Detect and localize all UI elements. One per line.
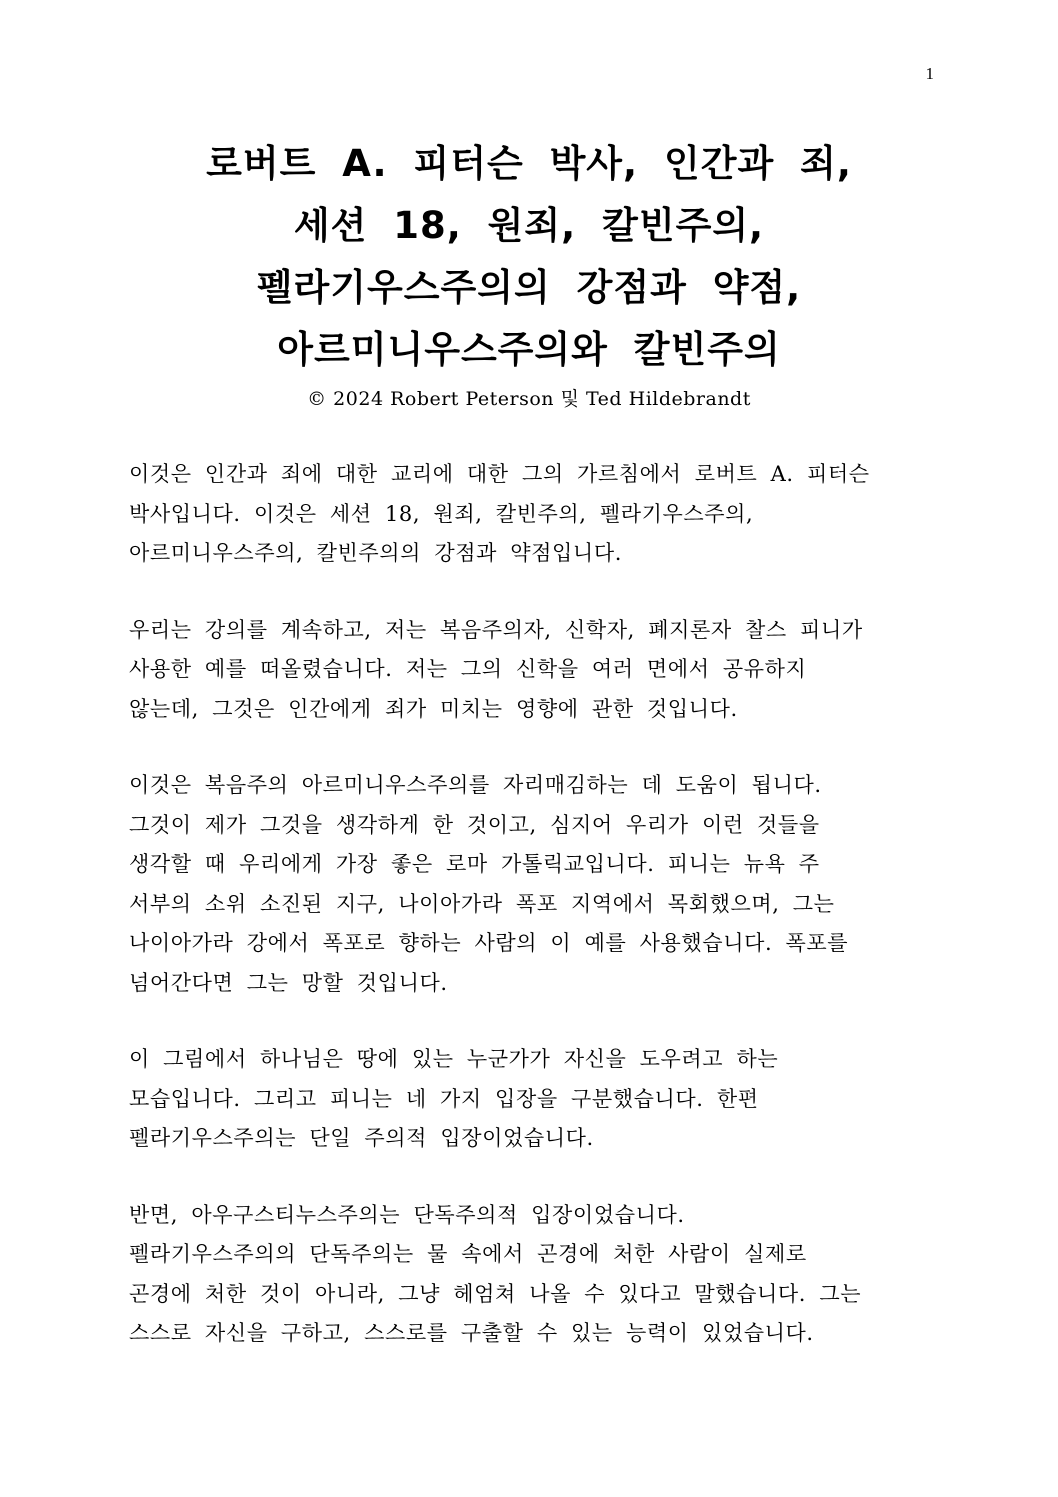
paragraph-line: 이 그림에서 하나님은 땅에 있는 누군가가 자신을 도우려고 하는 — [129, 1047, 779, 1071]
page-number: 1 — [925, 64, 934, 83]
paragraph-4 — [129, 1040, 939, 1159]
paragraph-line: 서부의 소위 소진된 지구, 나이아가라 폭포 지역에서 목회했으며, 그는 — [129, 891, 835, 916]
paragraph-line: 곤경에 처한 것이 아니라, 그냥 헤엄쳐 나올 수 있다고 말했습니다. 그는 — [129, 1281, 862, 1306]
paragraph-line: 스스로 자신을 구하고, 스스로를 구출할 수 있는 능력이 있었습니다. — [129, 1321, 814, 1345]
copyright-notice: © 2024 Robert Peterson 및 Ted Hildebrandt — [307, 388, 751, 410]
title-line-1: 로버트 A. 피터슨 박사, 인간과 죄, — [206, 142, 852, 185]
title-line-3: 펠라기우스주의의 강점과 약점, — [256, 266, 802, 309]
paragraph-line: 생각할 때 우리에게 가장 좋은 로마 가톨릭교입니다. 피니는 뉴욕 주 — [129, 852, 820, 876]
paragraph-1 — [129, 455, 939, 574]
paragraph-line: 넘어간다면 그는 망할 것입니다. — [129, 970, 448, 995]
paragraph-5 — [129, 1196, 939, 1354]
document-header — [0, 133, 1058, 413]
paragraph-line: 펠라기우스주의는 단일 주의적 입장이었습니다. — [129, 1126, 594, 1150]
title-line-4: 아르미니우스주의와 칼빈주의 — [277, 328, 781, 371]
paragraph-line: 펠라기우스주의의 단독주의는 물 속에서 곤경에 처한 사람이 실제로 — [129, 1242, 807, 1266]
paragraph-2 — [129, 611, 939, 730]
paragraph-line: 않는데, 그것은 인간에게 죄가 미치는 영향에 관한 것입니다. — [129, 696, 738, 721]
paragraph-line: 반면, 아우구스티누스주의는 단독주의적 입장이었습니다. — [129, 1202, 685, 1227]
paragraph-line: 사용한 예를 떠올렸습니다. 저는 그의 신학을 여러 면에서 공유하지 — [129, 657, 807, 681]
title-line-2: 세션 18, 원죄, 칼빈주의, — [293, 204, 765, 247]
paragraph-line: 아르미니우스주의, 칼빈주의의 강점과 약점입니다. — [129, 541, 622, 565]
paragraph-line: 이것은 인간과 죄에 대한 교리에 대한 그의 가르침에서 로버트 A. 피터슨 — [129, 462, 870, 486]
paragraph-3 — [129, 766, 939, 1003]
paragraph-line: 그것이 제가 그것을 생각하게 한 것이고, 심지어 우리가 이런 것들을 — [129, 812, 820, 837]
paragraph-line: 나이아가라 강에서 폭포로 향하는 사람의 이 예를 사용했습니다. 폭포를 — [129, 931, 849, 955]
paragraph-line: 우리는 강의를 계속하고, 저는 복음주의자, 신학자, 폐지론자 찰스 피니가 — [129, 617, 863, 642]
paragraph-line: 모습입니다. 그리고 피니는 네 가지 입장을 구분했습니다. 한편 — [129, 1086, 759, 1111]
document-body — [129, 455, 939, 1391]
paragraph-line: 박사입니다. 이것은 세션 18, 원죄, 칼빈주의, 펠라기우스주의, — [129, 501, 754, 526]
paragraph-line: 이것은 복음주의 아르미니우스주의를 자리매김하는 데 도움이 됩니다. — [129, 773, 822, 797]
